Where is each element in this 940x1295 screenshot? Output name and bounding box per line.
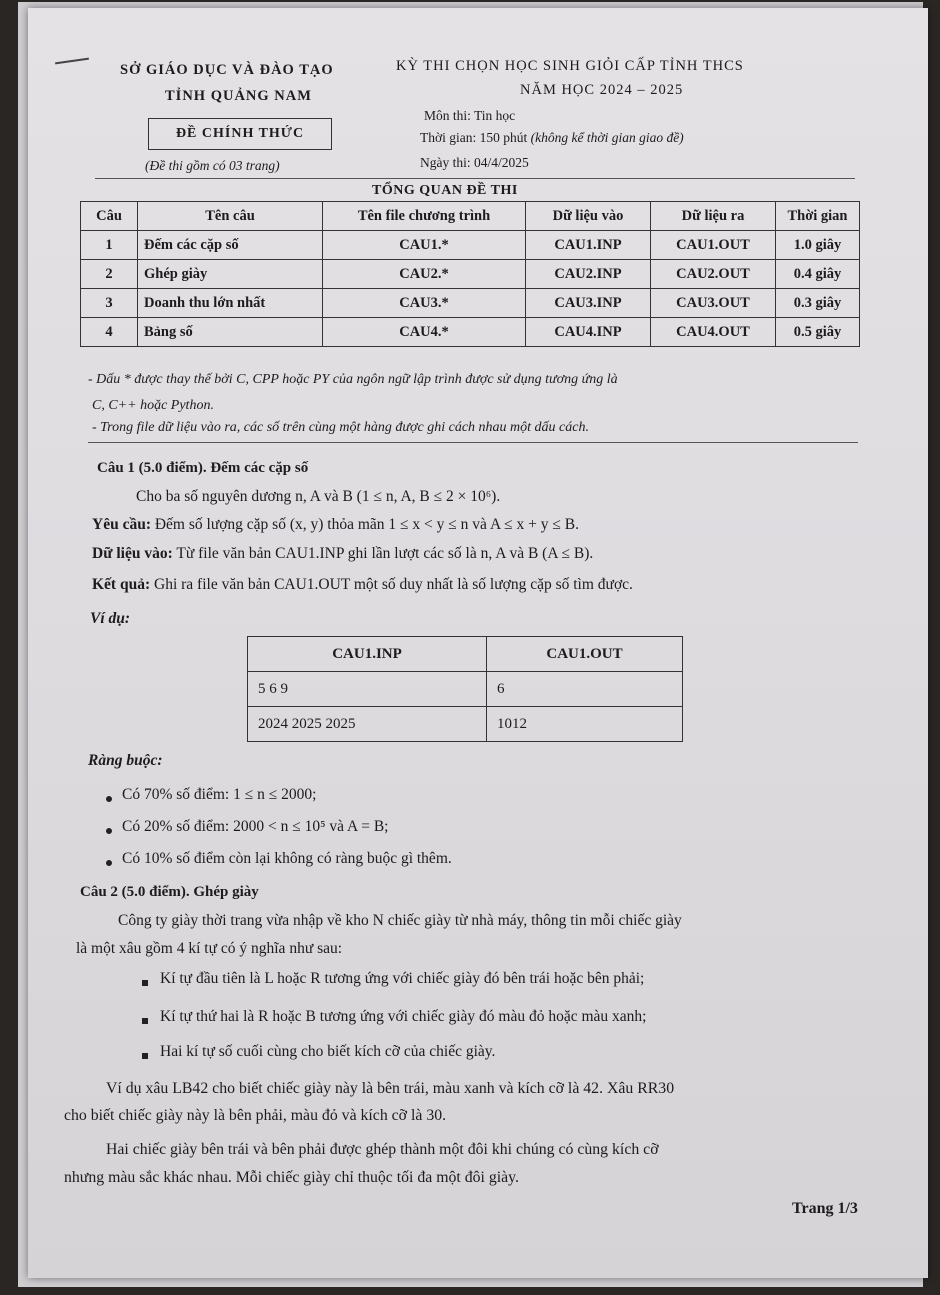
table-cell: 0.4 giây: [776, 260, 860, 289]
col-header: Dữ liệu ra: [651, 202, 776, 231]
table-cell: 4: [81, 318, 138, 347]
bullet-square: [142, 980, 148, 986]
table-cell: Đếm các cặp số: [138, 231, 323, 260]
table-cell: 1012: [487, 707, 683, 742]
shoe-rule-item: Kí tự đầu tiên là L hoặc R tương ứng với chiếc giày đó bên trái hoặc bên phải;: [160, 970, 645, 987]
bullet-square: [142, 1018, 148, 1024]
time-value: Thời gian: 150 phút: [420, 130, 528, 145]
table-row: [81, 289, 860, 318]
input-text: Từ file văn bản CAU1.INP ghi lần lượt các số là n, A và B (A ≤ B).: [172, 545, 594, 562]
time-note: (không kể thời gian giao đề): [530, 130, 684, 145]
col-header: Tên file chương trình: [323, 202, 526, 231]
example-header-row: [248, 637, 683, 672]
table-cell: 2024 2025 2025: [248, 707, 487, 742]
constraint-item: Có 10% số điểm còn lại không có ràng buộc gì thêm.: [122, 850, 452, 867]
q1-input: [92, 545, 593, 563]
note-wildcard: - Dấu * được thay thế bởi C, CPP hoặc PY của ngôn ngữ lập trình được sử dụng tương ứng là: [88, 372, 618, 387]
note-wildcard-cont: C, C++ hoặc Python.: [92, 398, 214, 413]
q2-para1-cont: là một xâu gồm 4 kí tự có ý nghĩa như sau:: [76, 940, 343, 957]
output-label: Kết quả:: [92, 576, 151, 593]
q1-title: Câu 1 (5.0 điểm). Đếm các cặp số: [97, 460, 309, 476]
table-cell: CAU3.*: [323, 289, 526, 318]
table-cell: CAU3.OUT: [651, 289, 776, 318]
table-cell: 0.3 giây: [776, 289, 860, 318]
page-number: Trang 1/3: [792, 1200, 858, 1217]
table-cell: CAU4.OUT: [651, 318, 776, 347]
exam-title: KỲ THI CHỌN HỌC SINH GIỎI CẤP TỈNH THCS: [396, 58, 744, 74]
input-label: Dữ liệu vào:: [92, 545, 173, 562]
q2-example: Ví dụ xâu LB42 cho biết chiếc giày này là bên trái, màu xanh và kích cỡ là 42. Xâu RR30: [106, 1080, 675, 1097]
table-cell: 3: [81, 289, 138, 318]
dept-line1: SỞ GIÁO DỤC VÀ ĐÀO TẠO: [120, 62, 334, 78]
overview-divider: [88, 442, 858, 443]
col-header: CAU1.OUT: [487, 637, 683, 672]
table-cell: 0.5 giây: [776, 318, 860, 347]
table-cell: CAU2.OUT: [651, 260, 776, 289]
example-label: Ví dụ:: [90, 610, 131, 627]
table-row: [248, 707, 683, 742]
bullet-square: [142, 1053, 148, 1059]
constraints-label: Ràng buộc:: [88, 752, 163, 769]
overview-title: TỔNG QUAN ĐỀ THI: [372, 183, 518, 198]
table-cell: 5 6 9: [248, 672, 487, 707]
pages-note: (Đề thi gồm có 03 trang): [145, 158, 280, 173]
exam-date: Ngày thi: 04/4/2025: [420, 155, 529, 170]
q1-intro: Cho ba số nguyên dương n, A và B (1 ≤ n, A, B ≤ 2 × 10⁶).: [136, 488, 501, 505]
table-cell: 2: [81, 260, 138, 289]
output-text: Ghi ra file văn bản CAU1.OUT một số duy nhất là số lượng cặp số tìm được.: [150, 576, 633, 593]
constraint-item: Có 20% số điểm: 2000 < n ≤ 10⁵ và A = B;: [122, 818, 389, 835]
school-year: NĂM HỌC 2024 – 2025: [520, 82, 684, 98]
table-row: [81, 231, 860, 260]
table-cell: CAU2.INP: [526, 260, 651, 289]
col-header: Tên câu: [138, 202, 323, 231]
example-table: [247, 636, 683, 742]
table-cell: CAU1.INP: [526, 231, 651, 260]
table-cell: Doanh thu lớn nhất: [138, 289, 323, 318]
table-cell: Bảng số: [138, 318, 323, 347]
q2-example-cont: cho biết chiếc giày này là bên phải, màu đỏ và kích cỡ là 30.: [64, 1107, 447, 1124]
table-row: [81, 260, 860, 289]
col-header: CAU1.INP: [248, 637, 487, 672]
header-divider: [95, 178, 855, 179]
table-cell: CAU3.INP: [526, 289, 651, 318]
shoe-rule-item: Hai kí tự số cuối cùng cho biết kích cỡ của chiếc giày.: [160, 1043, 496, 1060]
overview-header-row: [81, 202, 860, 231]
constraint-item: Có 70% số điểm: 1 ≤ n ≤ 2000;: [122, 786, 317, 803]
q1-output: [92, 576, 633, 594]
table-cell: 6: [487, 672, 683, 707]
table-cell: 1.0 giây: [776, 231, 860, 260]
table-row: [81, 318, 860, 347]
table-cell: CAU2.*: [323, 260, 526, 289]
bullet-dot: [106, 828, 112, 834]
table-cell: CAU1.*: [323, 231, 526, 260]
bullet-dot: [106, 796, 112, 802]
official-badge: ĐỀ CHÍNH THỨC: [148, 118, 332, 150]
dept-line2: TỈNH QUẢNG NAM: [165, 88, 312, 104]
table-cell: CAU4.*: [323, 318, 526, 347]
table-cell: CAU1.OUT: [651, 231, 776, 260]
subject: Môn thi: Tin học: [424, 108, 516, 123]
q2-title: Câu 2 (5.0 điểm). Ghép giày: [80, 884, 259, 900]
col-header: Dữ liệu vào: [526, 202, 651, 231]
table-row: [248, 672, 683, 707]
table-cell: CAU4.INP: [526, 318, 651, 347]
q2-pairing: Hai chiếc giày bên trái và bên phải được ghép thành một đôi khi chúng có cùng kích cỡ: [106, 1141, 659, 1158]
overview-table: [80, 201, 860, 347]
col-header: Câu: [81, 202, 138, 231]
q1-requirement: [92, 516, 579, 534]
req-text: Đếm số lượng cặp số (x, y) thỏa mãn 1 ≤ x < y ≤ n và A ≤ x + y ≤ B.: [150, 516, 579, 533]
table-cell: 1: [81, 231, 138, 260]
shoe-rule-item: Kí tự thứ hai là R hoặc B tương ứng với chiếc giày đó màu đỏ hoặc màu xanh;: [160, 1008, 647, 1025]
req-label: Yêu cầu:: [92, 516, 151, 533]
note-spacing: - Trong file dữ liệu vào ra, các số trên cùng một hàng được ghi cách nhau một dấu cách.: [92, 420, 589, 435]
time-line: [420, 130, 684, 146]
q2-para1: Công ty giày thời trang vừa nhập về kho N chiếc giày từ nhà máy, thông tin mỗi chiếc giày: [118, 912, 682, 929]
col-header: Thời gian: [776, 202, 860, 231]
bullet-dot: [106, 860, 112, 866]
table-cell: Ghép giày: [138, 260, 323, 289]
q2-pairing-cont: nhưng màu sắc khác nhau. Mỗi chiếc giày chỉ thuộc tối đa một đôi giày.: [64, 1169, 520, 1186]
